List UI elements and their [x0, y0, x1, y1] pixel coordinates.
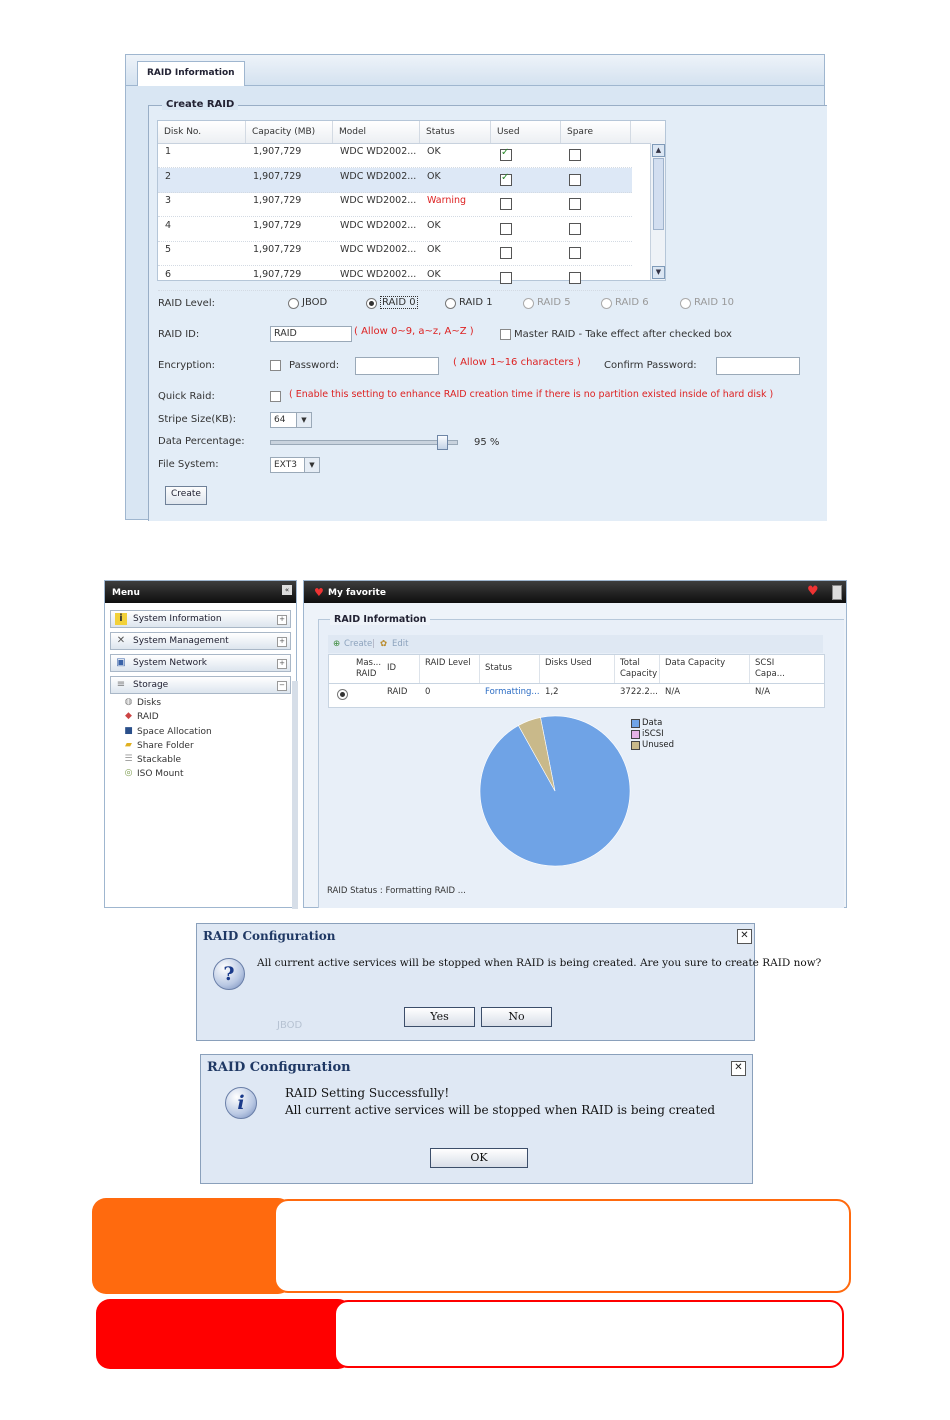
- menu-title: Menu: [105, 581, 296, 603]
- col-status[interactable]: Status: [420, 121, 491, 143]
- sidebar-item-space-allocation[interactable]: [123, 725, 212, 739]
- capacity-cell: 1,907,729: [253, 244, 302, 255]
- success-line-1: RAID Setting Successfully!: [285, 1086, 450, 1100]
- background-ghost-text: JBOD: [277, 1020, 303, 1031]
- model-cell: WDC WD2002...: [340, 219, 417, 231]
- sidebar-item-raid[interactable]: [123, 710, 159, 724]
- col-capacity[interactable]: Capacity (MB): [246, 121, 333, 143]
- disk-no-cell: 6: [165, 268, 172, 280]
- no-button[interactable]: No: [481, 1007, 552, 1027]
- col-raid-level[interactable]: RAID Level: [420, 655, 480, 683]
- scroll-up-icon[interactable]: ▲: [652, 144, 665, 157]
- file-system-value: EXT3: [274, 460, 297, 470]
- disk-no-cell: 5: [165, 244, 172, 255]
- table-row[interactable]: [158, 168, 632, 193]
- folder-icon: ▰: [125, 740, 132, 750]
- raid-level-label-3[interactable]: RAID 5: [537, 297, 571, 308]
- menu-item-label: System Information: [133, 614, 222, 624]
- capacity-pie-chart: [478, 714, 632, 868]
- sidebar-item-share-folder[interactable]: [123, 739, 194, 753]
- raid-row-status: Formatting...: [485, 687, 540, 697]
- raid-level-radio[interactable]: [680, 298, 691, 309]
- raid-level-label: RAID Level:: [158, 298, 215, 309]
- used-checkbox[interactable]: [500, 149, 512, 161]
- disk-grid: [157, 120, 666, 281]
- capacity-cell: 1,907,729: [253, 268, 302, 280]
- raid-level-label-0[interactable]: JBOD: [302, 297, 328, 308]
- sidebar-item-label: RAID: [137, 712, 159, 722]
- used-checkbox[interactable]: [500, 223, 512, 235]
- stack-icon: ☰: [124, 754, 133, 764]
- col-status[interactable]: Status: [480, 655, 540, 683]
- collapse-icon[interactable]: «: [282, 585, 292, 595]
- menu-item-storage[interactable]: [110, 676, 291, 694]
- note-callout-box: [274, 1199, 851, 1293]
- logout-icon[interactable]: [832, 585, 842, 600]
- data-percentage-text: 95 %: [474, 437, 500, 448]
- confirm-dialog-title: RAID Configuration: [203, 929, 336, 943]
- table-row[interactable]: [158, 143, 632, 168]
- legend-label: iSCSI: [642, 729, 664, 739]
- stripe-size-select[interactable]: [270, 412, 312, 428]
- spare-checkbox[interactable]: [569, 174, 581, 186]
- capacity-cell: 1,907,729: [253, 146, 302, 157]
- raid-icon: ◆: [125, 711, 132, 721]
- confirm-password-input[interactable]: [716, 357, 800, 375]
- status-cell: OK: [427, 146, 441, 157]
- chevron-down-icon[interactable]: ▼: [296, 413, 311, 427]
- info-icon: i: [115, 613, 127, 625]
- master-raid-label: Master RAID - Take effect after checked box: [514, 329, 732, 340]
- raid-toolbar: [328, 635, 823, 653]
- warning-callout-tab: [96, 1299, 352, 1369]
- status-cell: OK: [427, 219, 441, 231]
- col-data-capacity[interactable]: Data Capacity: [660, 655, 750, 683]
- used-checkbox[interactable]: [500, 272, 512, 284]
- sidebar-item-label: Share Folder: [137, 741, 194, 751]
- status-cell: Warning: [427, 195, 467, 206]
- raid-level-label-2[interactable]: RAID 1: [459, 297, 493, 308]
- menu-item-label: System Management: [133, 636, 229, 646]
- ok-button[interactable]: OK: [430, 1148, 528, 1168]
- scroll-thumb[interactable]: [653, 158, 664, 230]
- raid-id-input[interactable]: RAID: [270, 326, 352, 342]
- yes-button[interactable]: Yes: [404, 1007, 475, 1027]
- legend-data: [631, 718, 662, 728]
- legend-swatch-data: [631, 719, 640, 728]
- collapse-icon[interactable]: −: [277, 681, 287, 691]
- table-row[interactable]: [158, 241, 632, 266]
- used-checkbox[interactable]: [500, 247, 512, 259]
- model-cell: WDC WD2002...: [340, 268, 417, 280]
- tab-raid-information[interactable]: RAID Information: [137, 61, 245, 86]
- tools-icon: ✕: [116, 635, 126, 646]
- legend-unused: [631, 740, 674, 750]
- close-icon[interactable]: ✕: [737, 929, 752, 944]
- toolbar-divider: |: [372, 639, 375, 649]
- model-cell: WDC WD2002...: [340, 146, 417, 157]
- disk-no-cell: 1: [165, 146, 172, 157]
- col-used[interactable]: Used: [491, 121, 561, 143]
- storage-icon: ≡: [116, 679, 126, 690]
- col-model[interactable]: Model: [333, 121, 420, 143]
- favorite-heart-icon[interactable]: ♥: [807, 584, 819, 599]
- col-disk-no[interactable]: Disk No.: [158, 121, 246, 143]
- quick-raid-checkbox[interactable]: [270, 391, 281, 402]
- raid-row-id: RAID: [387, 687, 408, 697]
- raid-row-iscsi-capacity: N/A: [755, 687, 771, 697]
- file-system-label: File System:: [158, 459, 219, 470]
- status-cell: OK: [427, 244, 441, 255]
- question-icon: ?: [213, 958, 245, 990]
- note-callout-tab: [92, 1198, 292, 1294]
- password-input[interactable]: [355, 357, 439, 375]
- col-spare[interactable]: Spare: [561, 121, 631, 143]
- quick-raid-label: Quick Raid:: [158, 391, 215, 402]
- raid-level-label-4[interactable]: RAID 6: [615, 297, 649, 308]
- sidebar-item-stackable[interactable]: [123, 753, 181, 767]
- status-cell: OK: [427, 268, 441, 280]
- raid-info-title: RAID Information: [330, 614, 430, 625]
- stripe-size-value: 64: [274, 415, 286, 425]
- raid-row-data-capacity: N/A: [665, 687, 681, 697]
- spare-checkbox[interactable]: [569, 247, 581, 259]
- legend-swatch-unused: [631, 741, 640, 750]
- tab-bar: [126, 55, 824, 86]
- raid-level-radio[interactable]: [601, 298, 612, 309]
- sidebar-item-disks[interactable]: [123, 696, 161, 710]
- heart-icon: ♥: [314, 586, 324, 599]
- menu-splitter[interactable]: [292, 681, 298, 909]
- encryption-label: Encryption:: [158, 360, 216, 371]
- master-raid-checkbox[interactable]: [500, 329, 511, 340]
- legend-iscsi: [631, 729, 664, 739]
- capacity-cell: 1,907,729: [253, 219, 302, 231]
- table-row[interactable]: [158, 217, 632, 242]
- header-title: My favorite: [304, 581, 846, 603]
- sidebar-item-label: Space Allocation: [137, 727, 212, 737]
- file-system-select[interactable]: [270, 457, 320, 473]
- sidebar-item-label: ISO Mount: [137, 769, 184, 779]
- col-master-raid[interactable]: Mas... RAID: [356, 658, 382, 679]
- raid-status-text: RAID Status : Formatting RAID ...: [327, 886, 466, 896]
- scroll-down-icon[interactable]: ▼: [652, 266, 665, 279]
- disk-icon: ◍: [124, 697, 133, 707]
- expand-icon[interactable]: +: [277, 637, 287, 647]
- warning-callout-box: [334, 1300, 844, 1368]
- create-raid-title: Create RAID: [162, 99, 238, 110]
- create-button[interactable]: Create: [165, 486, 207, 505]
- legend-swatch-iscsi: [631, 730, 640, 739]
- expand-icon[interactable]: +: [277, 615, 287, 625]
- chevron-down-icon[interactable]: ▼: [304, 458, 319, 472]
- data-percentage-label: Data Percentage:: [158, 436, 245, 447]
- menu-item-system-management[interactable]: [110, 632, 291, 650]
- data-percentage-track[interactable]: [270, 440, 458, 445]
- success-line-2: All current active services will be stopped when RAID is being created: [285, 1103, 716, 1117]
- sidebar-item-label: Disks: [137, 698, 162, 708]
- col-iscsi-capacity[interactable]: SCSI Capa...: [755, 658, 785, 679]
- space-icon: ■: [124, 726, 133, 736]
- raid-information-main: [303, 580, 847, 908]
- menu-item-label: System Network: [133, 658, 207, 668]
- model-cell: WDC WD2002...: [340, 195, 417, 206]
- edit-icon[interactable]: ✿: [380, 639, 388, 649]
- used-checkbox[interactable]: [500, 198, 512, 210]
- used-checkbox[interactable]: [500, 174, 512, 186]
- add-icon[interactable]: ⊕: [333, 639, 341, 649]
- raid-level-radio[interactable]: [523, 298, 534, 309]
- raid-row-level: 0: [425, 687, 431, 697]
- menu-item-system-information[interactable]: [110, 610, 291, 628]
- expand-icon[interactable]: +: [277, 659, 287, 669]
- success-dialog-title: RAID Configuration: [207, 1060, 351, 1075]
- model-cell: WDC WD2002...: [340, 170, 417, 182]
- disk-no-cell: 4: [165, 219, 172, 231]
- spare-checkbox[interactable]: [569, 272, 581, 284]
- storage-panel: [104, 580, 847, 908]
- raid-level-radio[interactable]: [366, 298, 377, 309]
- quick-raid-hint: ( Enable this setting to enhance RAID creation time if there is no partition existed inside of hard disk ): [289, 389, 774, 400]
- raid-id-hint: ( Allow 0~9, a~z, A~Z ): [354, 326, 474, 337]
- success-dialog: [200, 1054, 753, 1184]
- col-disks-used[interactable]: Disks Used: [540, 655, 615, 683]
- raid-row-total-capacity: 3722.2...: [620, 687, 658, 697]
- data-percentage-thumb[interactable]: [437, 435, 448, 450]
- table-row[interactable]: [158, 192, 632, 217]
- col-total-capacity[interactable]: Total Capacity: [615, 655, 660, 683]
- close-icon[interactable]: ✕: [731, 1061, 746, 1076]
- encryption-checkbox[interactable]: [270, 360, 281, 371]
- password-label: Password:: [289, 360, 340, 371]
- sidebar-item-label: Stackable: [137, 755, 182, 765]
- confirm-dialog: [196, 923, 822, 1041]
- disk-no-cell: 2: [165, 170, 172, 182]
- raid-level-label-1[interactable]: RAID 0: [382, 297, 416, 308]
- menu-item-system-network[interactable]: [110, 654, 291, 672]
- legend-label: Unused: [642, 740, 675, 750]
- sidebar-item-iso-mount[interactable]: [123, 767, 184, 781]
- capacity-cell: 1,907,729: [253, 170, 302, 182]
- confirm-password-label: Confirm Password:: [604, 360, 697, 371]
- raid-id-label: RAID ID:: [158, 329, 200, 340]
- raid-level-radio[interactable]: [288, 298, 299, 309]
- menu-item-label: Storage: [133, 680, 169, 690]
- disk-no-cell: 3: [165, 195, 172, 206]
- capacity-cell: 1,907,729: [253, 195, 302, 206]
- spare-checkbox[interactable]: [569, 198, 581, 210]
- stripe-size-label: Stripe Size(KB):: [158, 414, 236, 425]
- raid-level-label-5[interactable]: RAID 10: [694, 297, 734, 308]
- toolbar-edit-button[interactable]: Edit: [392, 639, 409, 649]
- table-row[interactable]: [158, 266, 632, 291]
- confirm-dialog-message: All current active services will be stopped when RAID is being created. Are you sure to create RAID now?: [257, 957, 822, 969]
- password-hint: ( Allow 1~16 characters ): [453, 357, 581, 368]
- info-icon: i: [225, 1087, 257, 1119]
- col-id[interactable]: ID: [382, 655, 420, 683]
- iso-icon: ◎: [124, 768, 133, 778]
- legend-label: Data: [642, 718, 663, 728]
- raid-level-radio[interactable]: [445, 298, 456, 309]
- spare-checkbox[interactable]: [569, 149, 581, 161]
- raid-list-grid: [328, 654, 825, 708]
- model-cell: WDC WD2002...: [340, 244, 417, 255]
- spare-checkbox[interactable]: [569, 223, 581, 235]
- network-icon: ▣: [116, 657, 126, 668]
- raid-row-radio[interactable]: [337, 689, 348, 700]
- toolbar-create-button[interactable]: Create: [344, 639, 373, 649]
- raid-row-disks-used: 1,2: [545, 687, 559, 697]
- disk-grid-scrollbar[interactable]: [650, 143, 665, 280]
- disk-grid-header: [158, 121, 665, 144]
- menu-panel: [104, 580, 297, 908]
- status-cell: OK: [427, 170, 441, 182]
